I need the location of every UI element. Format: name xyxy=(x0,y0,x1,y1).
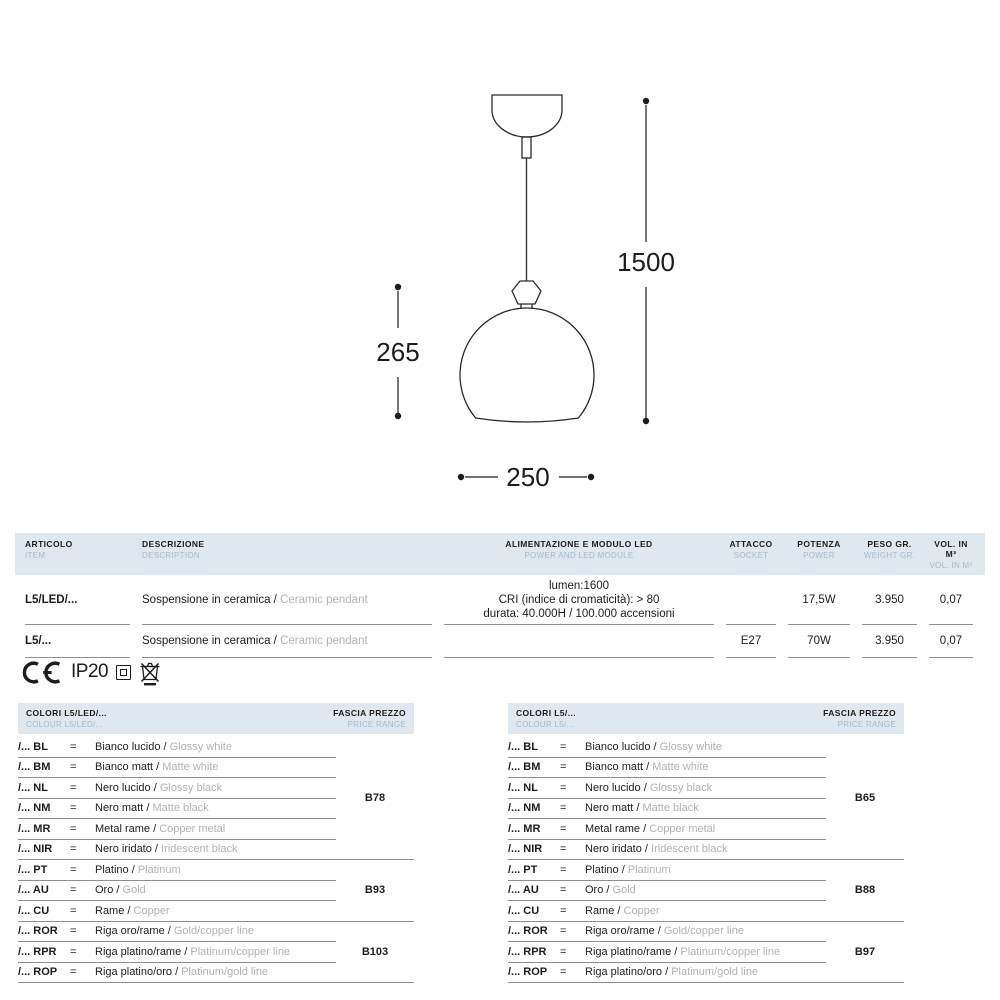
item-description: Sospensione in ceramica / Ceramic pendant xyxy=(142,625,432,658)
col-header-volume: VOL. IN M³ VOL. IN M³ xyxy=(929,539,973,570)
colour-table-led-header: COLORI L5/LED/... COLOUR L5/LED/... FASCIA PREZZO PRICE RANGE xyxy=(18,703,414,734)
price-band-value: B65 xyxy=(826,737,904,860)
colour-row: /... NIR = Nero iridato / Iridescent black xyxy=(18,839,414,860)
colour-row: /... RPR = Riga platino/rame / Platinum/copper line xyxy=(508,942,904,963)
price-band-value: B78 xyxy=(336,737,414,860)
colour-row: /... AU = Oro / Gold xyxy=(508,880,904,901)
spec-row-standard xyxy=(15,625,985,658)
weight-value: 3.950 xyxy=(862,575,917,625)
price-band-value: B97 xyxy=(826,921,904,983)
ce-mark-icon xyxy=(20,660,63,685)
colour-tables xyxy=(18,703,904,983)
colour-row: /... BM = Bianco matt / Matte white xyxy=(18,757,414,778)
ceiling-canopy xyxy=(492,95,562,158)
volume-value: 0,07 xyxy=(929,575,973,625)
col-header-alimentazione: ALIMENTAZIONE E MODULO LED POWER AND LED MODULE xyxy=(505,539,653,560)
colour-row: /... PT = Platino / Platinum B93 xyxy=(18,860,414,881)
colour-row: /... ROP = Riga platino/oro / Platinum/gold line xyxy=(18,962,414,983)
certification-strip xyxy=(20,659,161,685)
colour-table-standard-header: COLORI L5/... COLOUR L5/... FASCIA PREZZO PRICE RANGE xyxy=(508,703,904,734)
item-code: L5/... xyxy=(25,625,130,658)
colour-row: /... CU = Rame / Copper xyxy=(18,901,414,922)
colour-row: /... NM = Nero matt / Matte black xyxy=(18,798,414,819)
weee-bin-icon xyxy=(139,659,161,686)
dim-label-265: 265 xyxy=(376,337,420,367)
colour-row: /... ROP = Riga platino/oro / Platinum/gold line xyxy=(508,962,904,983)
colour-row: /... NM = Nero matt / Matte black xyxy=(508,798,904,819)
colour-row: /... PT = Platino / Platinum B88 xyxy=(508,860,904,881)
colour-row: /... MR = Metal rame / Copper metal xyxy=(18,819,414,840)
colour-row: /... ROR = Riga oro/rame / Gold/copper line B103 xyxy=(18,921,414,942)
price-band-value: B93 xyxy=(336,860,414,922)
colour-row: /... BM = Bianco matt / Matte white xyxy=(508,757,904,778)
colour-row: /... BL = Bianco lucido / Glossy white B78 xyxy=(18,737,414,757)
price-band-value: B88 xyxy=(826,860,904,922)
dim-label-250: 250 xyxy=(506,462,550,492)
weight-value: 3.950 xyxy=(862,625,917,658)
price-range-header: FASCIA PREZZO xyxy=(823,708,896,718)
volume-value: 0,07 xyxy=(929,625,973,658)
item-description: Sospensione in ceramica / Ceramic pendant xyxy=(142,575,432,625)
colour-row: /... CU = Rame / Copper xyxy=(508,901,904,922)
socket-value: E27 xyxy=(726,625,776,658)
power-value: 17,5W xyxy=(788,575,850,625)
price-band-value: B103 xyxy=(336,921,414,983)
colour-row: /... MR = Metal rame / Copper metal xyxy=(508,819,904,840)
led-module-info xyxy=(444,625,714,658)
colour-row: /... RPR = Riga platino/rame / Platinum/copper line xyxy=(18,942,414,963)
ip-rating-label: IP20 xyxy=(71,661,109,682)
col-header-articolo: ARTICOLO ITEM xyxy=(25,539,73,560)
price-range-header: FASCIA PREZZO xyxy=(333,708,406,718)
spec-table-header xyxy=(15,533,985,575)
colour-table-title: COLORI L5/LED/... xyxy=(26,708,107,718)
colour-row: /... ROR = Riga oro/rame / Gold/copper line B97 xyxy=(508,921,904,942)
colour-table-standard xyxy=(508,703,904,983)
col-header-descrizione: DESCRIZIONE DESCRIPTION xyxy=(142,539,205,560)
col-header-peso: PESO GR. WEIGHT GR. xyxy=(863,539,916,560)
colour-row: /... AU = Oro / Gold xyxy=(18,880,414,901)
spec-table xyxy=(15,533,985,658)
class-ii-insulation-icon xyxy=(116,665,131,680)
socket-value xyxy=(726,575,776,625)
colour-table-title: COLORI L5/... xyxy=(516,708,576,718)
colour-row: /... NL = Nero lucido / Glossy black xyxy=(508,778,904,799)
colour-row: /... BL = Bianco lucido / Glossy white B65 xyxy=(508,737,904,757)
dim-label-1500: 1500 xyxy=(617,247,675,277)
power-value: 70W xyxy=(788,625,850,658)
spec-row-led xyxy=(15,575,985,625)
col-header-attacco: ATTACCO SOCKET xyxy=(729,539,773,560)
lamp-shade xyxy=(460,308,594,422)
led-module-info: lumen:1600 CRI (indice di cromaticità): > 80 durata: 40.000H / 100.000 accensioni xyxy=(444,575,714,625)
col-header-potenza: POTENZA POWER xyxy=(797,539,841,560)
colour-row: /... NL = Nero lucido / Glossy black xyxy=(18,778,414,799)
lamp-connector xyxy=(512,281,541,309)
colour-table-led xyxy=(18,703,414,983)
colour-row: /... NIR = Nero iridato / Iridescent black xyxy=(508,839,904,860)
item-code: L5/LED/... xyxy=(25,575,130,625)
